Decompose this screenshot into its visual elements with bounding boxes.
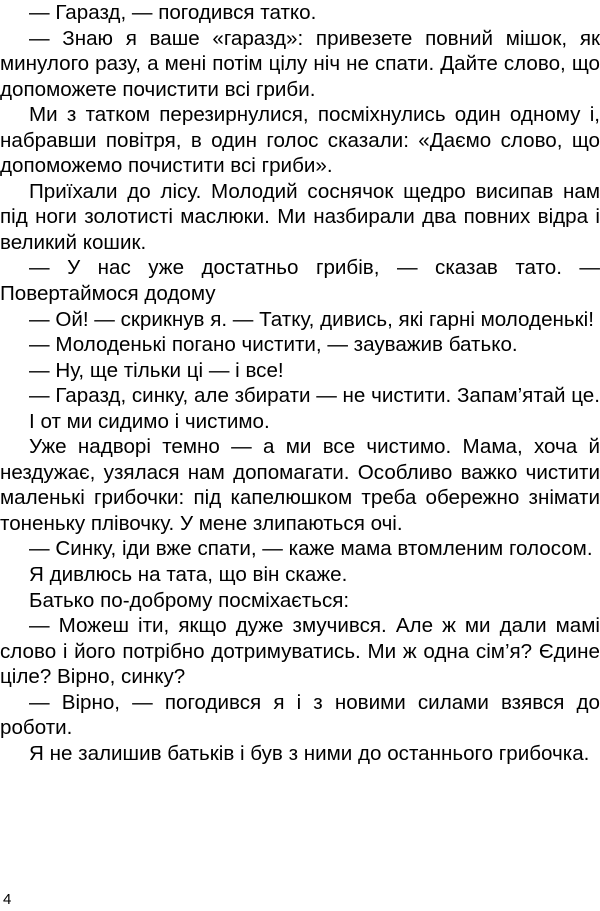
paragraph: Я дивлюсь на тата, що він скаже. [29, 563, 348, 587]
page-number: 4 [3, 891, 12, 908]
paragraph: — Вірно, — погодився я і з новими силами взявся до роботи. [0, 690, 600, 740]
paragraph: Приїхали до лісу. Молодий соснячок щедро висипав нам під ноги золотисті маслюки. Ми назбирали два повних відра і великий кошик. [0, 179, 600, 254]
paragraph: Я не залишив батьків і був з ними до останнього грибочка. [29, 741, 590, 765]
paragraph: — Знаю я ваше «гаразд»: привезете повний мішок, як минулого разу, а мені потім цілу ніч не спати. Дайте слово, що допоможете почистити всі гриби. [0, 26, 600, 101]
paragraph: — Ну, ще тільки ці — і все! [29, 358, 284, 382]
paragraph: Ми з татком перезирнулися, посміхнулись один одному і, набравши повітря, в один голос сказали: «Даємо слово, що допоможемо почистити всі гриби». [0, 103, 600, 178]
paragraph: — Ой! — скрикнув я. — Татку, дивись, які гарні молоденькі! [29, 307, 594, 331]
paragraph: І от ми сидимо і чистимо. [29, 409, 270, 433]
paragraph: — Синку, іди вже спати, — каже мама втомленим голосом. [29, 537, 593, 561]
paragraph: Уже надворі темно — а ми все чистимо. Мама, хоча й нездужає, узялася нам допомагати. Особливо важко чистити маленькі грибочки: під капелюшком треба обережно знімати тоненьку плівочку. У мене злипаються очі. [0, 435, 600, 535]
paragraph: — Гаразд, — погодився татко. [29, 1, 317, 24]
paragraph: — Гаразд, синку, але збирати — не чистити. Запам’ятай це. [29, 384, 600, 408]
paragraph: — Можеш іти, якщо дуже змучився. Але ж ми дали мамі слово і його потрібно дотримуватись. Ми ж одна сім’я? Єдине ціле? Вірно, синку? [0, 614, 600, 689]
paragraph: Батько по-доброму посміхається: [29, 588, 350, 612]
paragraph: — У нас уже достатньо грибів, — сказав тато. — Повертаймося додому [0, 256, 600, 306]
paragraph: — Молоденькі погано чистити, — зауважив батько. [29, 333, 518, 357]
